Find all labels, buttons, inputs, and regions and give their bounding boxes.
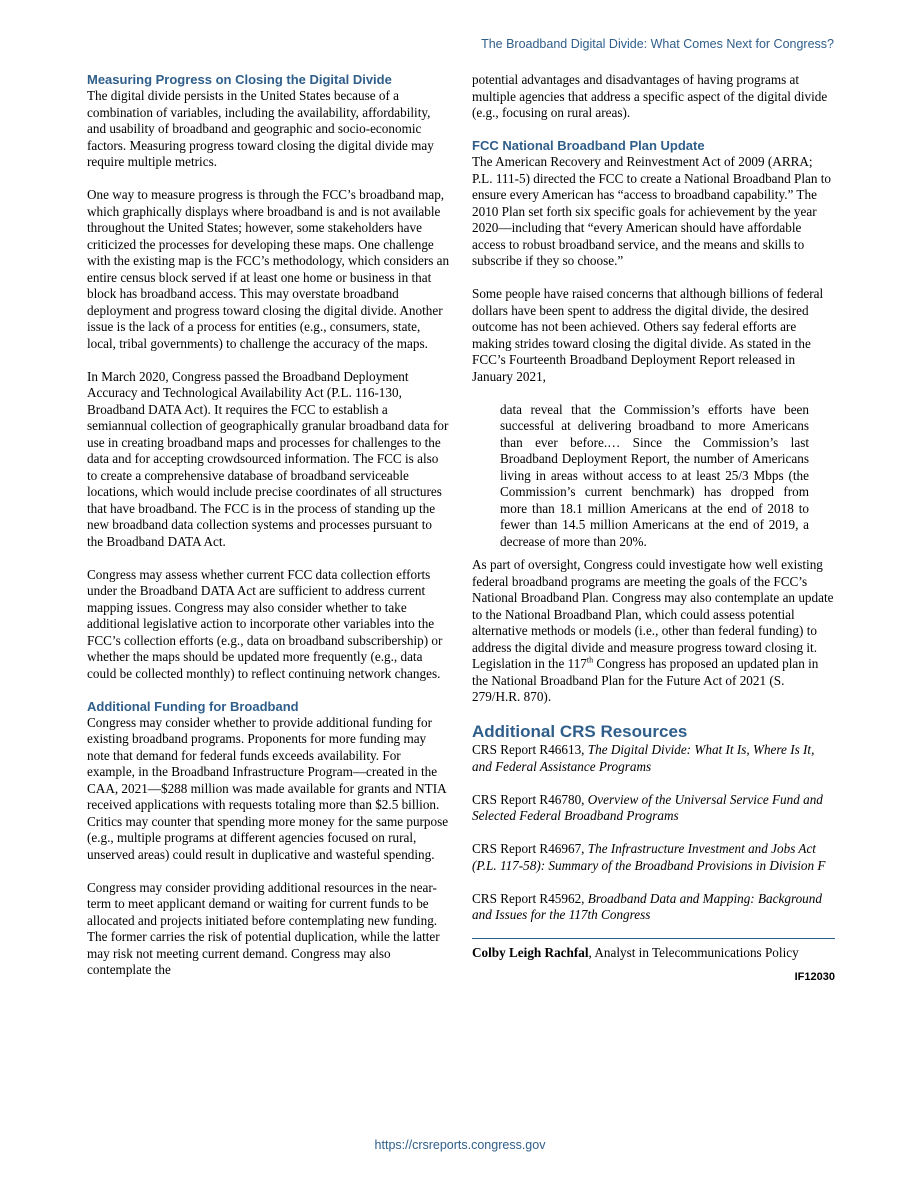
paragraph: potential advantages and disadvantages of having programs at multiple agencies that address a specific aspect of the digital divide (e.g., focusing on rural areas). — [472, 72, 828, 120]
heading-crs-resources: Additional CRS Resources — [472, 722, 688, 741]
file-number: IF12030 — [794, 971, 835, 983]
paragraph: The digital divide persists in the United States because of a combination of variables, including the availability, affordability, and usability of broadband and geographic and socio-economic factors. Measuring progress toward closing the digital divide may require multiple metrics. — [87, 88, 434, 169]
resource-item: CRS Report R45962, Broadband Data and Mapping: Background and Issues for the 117th Congress — [472, 890, 822, 922]
author-name: Colby Leigh Rachfal — [472, 944, 589, 960]
paragraph: Some people have raised concerns that although billions of federal dollars have been spent to address the digital divide, the desired outcome has not been achieved. Others say federal efforts are making strides toward closing the digital divide. As stated in the FCC’s Fourteenth Broadband Deployment Report released in January 2021, — [472, 286, 824, 384]
heading-additional-funding: Additional Funding for Broadband — [87, 698, 299, 714]
heading-measuring-progress: Measuring Progress on Closing the Digital Divide — [87, 72, 392, 87]
resource-item: CRS Report R46613, The Digital Divide: What It Is, Where Is It, and Federal Assistance Programs — [472, 742, 815, 774]
paragraph: As part of oversight, Congress could investigate how well existing federal broadband programs are meeting the goals of the FCC’s National Broadband Plan. Congress may also contemplate an update to the National Broadband Plan, which could assess potential alternative methods or models (i.e., other than federal funding) to address the digital divide and measure progress toward closing it. Legislation in the 117th Congress has proposed an updated plan in the National Broadband Plan for the Future Act of 2021 (S. 279/H.R. 870). — [472, 557, 834, 704]
footer-url[interactable]: https://crsreports.congress.gov — [374, 1138, 546, 1152]
resource-link[interactable]: Broadband Data and Mapping: Background and Issues for the 117th Congress — [472, 890, 822, 922]
heading-broadband-plan: FCC National Broadband Plan Update — [472, 138, 705, 153]
author-line: Colby Leigh Rachfal, Analyst in Telecommunications Policy — [472, 944, 799, 960]
paragraph: Congress may consider whether to provide additional funding for existing broadband programs. Proponents for more funding may note that demand for federal funds exceeds availability. For example, in the Broadband Infrastructure Program—created in the CAA, 2021—$288 million was made available for grants and NTIA received applications with requests totaling more than $2.5 billion. Critics may counter that spending more money for the same purpose (e.g., multiple programs at different agencies focused on rural, unserved areas) could result in duplicative and wasteful spending. — [87, 714, 449, 862]
resource-link[interactable]: Overview of the Universal Service Fund and Selected Federal Broadband Programs — [472, 791, 823, 823]
resource-link[interactable]: The Infrastructure Investment and Jobs Act (P.L. 117-58): Summary of the Broadband Provisions in Division F — [472, 841, 826, 873]
block-quote: data reveal that the Commission’s efforts have been successful at delivering broadband to more Americans than ever before.… Since the Commission’s last Broadband Deployment Report, the number of Americans living in areas without access to at least 25/3 Mbps (the Commission’s current benchmark) has dropped from more than 18.1 million Americans at the end of 2018 to fewer than 14.5 million Americans at the end of 2019, a decrease of more than 20%. — [500, 401, 809, 549]
right-column — [472, 72, 835, 983]
paragraph: The American Recovery and Reinvestment Act of 2009 (ARRA; P.L. 111-5) directed the FCC to create a National Broadband Plan to ensure every American has “access to broadband capability.” The 2010 Plan set forth six specific goals for achievement by the year 2020—including that “every American should have affordable access to robust broadband service, and the means and skills to subscribe if they so choose.” — [472, 154, 832, 268]
left-column — [87, 72, 450, 979]
paragraph: Congress may consider providing additional resources in the near-term to meet applicant demand or waiting for current funds to be allocated and projects initiated before contemplating new funding. The former carries the risk of potential duplication, while the latter may risk not meeting current demand. Congress may also contemplate the — [87, 879, 440, 977]
running-header: The Broadband Digital Divide: What Comes Next for Congress? — [481, 37, 834, 51]
divider — [472, 938, 835, 939]
paragraph: One way to measure progress is through the FCC’s broadband map, which graphically displays where broadband is and is not available throughout the United States; however, some stakeholders have criticized the processes for developing these maps. One challenge with the existing map is the FCC’s methodology, which considers an entire census block served if at least one home or business in that block has broadband access. This may overstate broadband deployment and progress toward closing the digital divide. Another issue is the lack of a process for entities (e.g., consumers, state, local, tribal governments) to challenge the accuracy of the maps. — [87, 187, 450, 351]
resource-item: CRS Report R46780, Overview of the Universal Service Fund and Selected Federal Broadband Programs — [472, 791, 823, 823]
resource-item: CRS Report R46967, The Infrastructure Investment and Jobs Act (P.L. 117-58): Summary of the Broadband Provisions in Division F — [472, 841, 826, 873]
paragraph: Congress may assess whether current FCC data collection efforts under the Broadband DATA Act are sufficient to address current mapping issues. Congress may also consider whether to take additional legislative action to incorporate other variables into the FCC’s collection efforts (e.g., data on broadband subscribership) or whether the maps should be updated more frequently (e.g., data could be collected monthly) to reflect continuing network changes. — [87, 566, 443, 681]
paragraph: In March 2020, Congress passed the Broadband Deployment Accuracy and Technological Availability Act (P.L. 116-130, Broadband DATA Act). It requires the FCC to establish a semiannual collection of geographically granular broadband data for use in creating broadband maps and processes for challenges to the data and for accepting crowdsourced information. The FCC is also to create a comprehensive database of broadband serviceable locations, which would include precise coordinates of all structures that have broadband. The FCC is in the process of standing up the new broadband data collection systems and processes pursuant to the Broadband DATA Act. — [87, 368, 449, 549]
resource-link[interactable]: The Digital Divide: What It Is, Where Is It, and Federal Assistance Programs — [472, 742, 815, 774]
